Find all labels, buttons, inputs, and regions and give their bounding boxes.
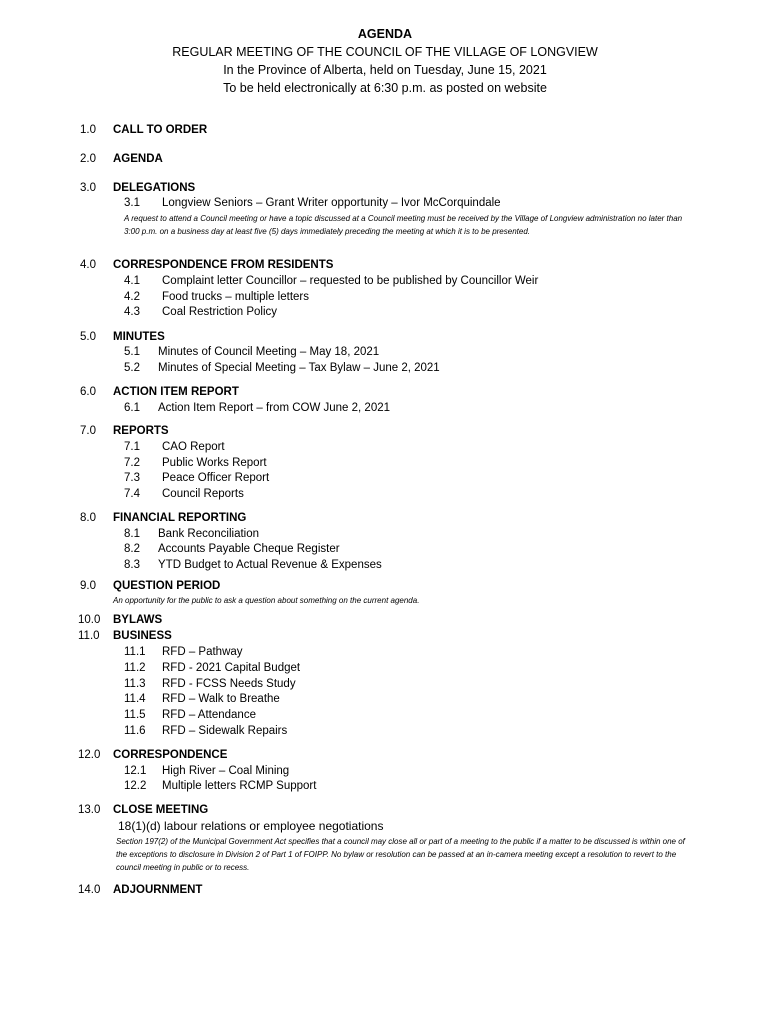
section-number: 14.0 bbox=[78, 884, 101, 896]
section-number: 13.0 bbox=[78, 804, 101, 816]
item-text: RFD – Walk to Breathe bbox=[162, 693, 280, 705]
section-title: QUESTION PERIOD bbox=[113, 580, 221, 592]
item-text: Council Reports bbox=[162, 488, 244, 500]
item-number: 11.5 bbox=[124, 709, 146, 721]
item-number: 12.2 bbox=[124, 780, 147, 792]
meeting-location: To be held electronically at 6:30 p.m. as posted on website bbox=[223, 81, 547, 95]
list-item bbox=[0, 779, 770, 794]
item-text: RFD - 2021 Capital Budget bbox=[162, 662, 301, 674]
section-number: 6.0 bbox=[80, 386, 96, 398]
section-number: 3.0 bbox=[80, 182, 96, 194]
section-title: MINUTES bbox=[113, 331, 165, 343]
list-item bbox=[0, 708, 770, 723]
item-text: RFD - FCSS Needs Study bbox=[162, 678, 296, 690]
item-number: 8.1 bbox=[124, 528, 140, 540]
item-number: 11.1 bbox=[124, 646, 146, 658]
item-number: 3.1 bbox=[124, 197, 140, 209]
list-item bbox=[0, 345, 770, 360]
question-period-note: An opportunity for the public to ask a question about something on the current agenda. bbox=[113, 596, 420, 605]
item-text: RFD – Sidewalk Repairs bbox=[162, 725, 288, 737]
section-number: 10.0 bbox=[78, 614, 101, 626]
item-text: Action Item Report – from COW June 2, 2021 bbox=[158, 402, 391, 414]
section-title: REPORTS bbox=[113, 425, 169, 437]
item-number: 11.6 bbox=[124, 725, 146, 737]
item-number: 4.1 bbox=[124, 275, 140, 287]
delegations-note: A request to attend a Council meeting or have a topic discussed at a Council meeting must be received by the Village of Longview administration no later than 3:00 p.m. on a business day at least five (5) days immediately preceding the meeting at which it is to be presented. bbox=[124, 214, 683, 236]
section-number: 7.0 bbox=[80, 425, 96, 437]
list-item bbox=[0, 361, 770, 376]
list-item bbox=[0, 471, 770, 486]
list-item bbox=[0, 645, 770, 660]
list-item bbox=[0, 527, 770, 542]
item-number: 8.2 bbox=[124, 543, 140, 555]
item-text: YTD Budget to Actual Revenue & Expenses bbox=[158, 559, 382, 571]
item-number: 4.3 bbox=[124, 306, 140, 318]
item-number: 11.4 bbox=[124, 693, 146, 705]
item-text: Coal Restriction Policy bbox=[162, 306, 278, 318]
list-item bbox=[0, 401, 770, 416]
item-text: Food trucks – multiple letters bbox=[162, 291, 310, 303]
item-text: Minutes of Council Meeting – May 18, 2021 bbox=[158, 346, 380, 358]
item-number: 7.2 bbox=[124, 457, 140, 469]
section-number: 12.0 bbox=[78, 749, 101, 761]
item-number: 7.1 bbox=[124, 441, 140, 453]
list-item bbox=[0, 274, 770, 289]
list-item bbox=[0, 677, 770, 692]
section-title: CORRESPONDENCE bbox=[113, 749, 228, 761]
item-text: RFD – Pathway bbox=[162, 646, 243, 658]
item-number: 8.3 bbox=[124, 559, 140, 571]
item-text: Accounts Payable Cheque Register bbox=[158, 543, 340, 555]
item-number: 7.3 bbox=[124, 472, 140, 484]
list-item bbox=[0, 724, 770, 739]
item-text: Bank Reconciliation bbox=[158, 528, 260, 540]
section-title: AGENDA bbox=[113, 153, 163, 165]
item-number: 12.1 bbox=[124, 765, 147, 777]
section-title: CLOSE MEETING bbox=[113, 804, 209, 816]
meeting-name: REGULAR MEETING OF THE COUNCIL OF THE VILLAGE OF LONGVIEW bbox=[172, 45, 598, 59]
item-number: 6.1 bbox=[124, 402, 140, 414]
item-number: 5.1 bbox=[124, 346, 140, 358]
close-meeting-reason: 18(1)(d) labour relations or employee negotiations bbox=[118, 819, 384, 833]
section-title: CALL TO ORDER bbox=[113, 124, 208, 136]
list-item bbox=[0, 305, 770, 320]
close-meeting-note: Section 197(2) of the Municipal Government Act specifies that a council may close all or part of a meeting to the public if a matter to be discussed is within one of the exceptions to disclosure in Division 2 of Part 1 of FOIPP. No bylaw or resolution can be passed at an in-camera meeting except a resolution to revert to the council meeting in public or to recess. bbox=[116, 837, 685, 872]
list-item bbox=[0, 196, 770, 211]
list-item bbox=[0, 764, 770, 779]
section-number: 11.0 bbox=[78, 630, 100, 642]
list-item bbox=[0, 558, 770, 573]
section-number: 2.0 bbox=[80, 153, 96, 165]
section-number: 8.0 bbox=[80, 512, 96, 524]
item-number: 7.4 bbox=[124, 488, 140, 500]
list-item bbox=[0, 487, 770, 502]
section-number: 4.0 bbox=[80, 259, 96, 271]
section-title: BUSINESS bbox=[113, 630, 172, 642]
item-text: Complaint letter Councillor – requested to be published by Councillor Weir bbox=[162, 275, 539, 287]
agenda-title: AGENDA bbox=[357, 27, 413, 41]
item-number: 5.2 bbox=[124, 362, 140, 374]
list-item bbox=[0, 692, 770, 707]
section-title: CORRESPONDENCE FROM RESIDENTS bbox=[113, 259, 334, 271]
list-item bbox=[0, 542, 770, 557]
item-text: CAO Report bbox=[162, 441, 225, 453]
item-text: RFD – Attendance bbox=[162, 709, 256, 721]
section-title: DELEGATIONS bbox=[113, 182, 196, 194]
list-item bbox=[0, 440, 770, 455]
section-number: 9.0 bbox=[80, 580, 96, 592]
item-text: Peace Officer Report bbox=[162, 472, 270, 484]
list-item bbox=[0, 456, 770, 471]
item-text: High River – Coal Mining bbox=[162, 765, 290, 777]
section-title: ADJOURNMENT bbox=[113, 884, 203, 896]
item-text: Public Works Report bbox=[162, 457, 267, 469]
list-item bbox=[0, 290, 770, 305]
section-title: ACTION ITEM REPORT bbox=[113, 386, 239, 398]
item-number: 11.3 bbox=[124, 678, 146, 690]
section-title: FINANCIAL REPORTING bbox=[113, 512, 247, 524]
section-number: 1.0 bbox=[80, 124, 96, 136]
item-text: Minutes of Special Meeting – Tax Bylaw – June 2, 2021 bbox=[158, 362, 440, 374]
item-text: Multiple letters RCMP Support bbox=[162, 780, 317, 792]
item-text: Longview Seniors – Grant Writer opportunity – Ivor McCorquindale bbox=[162, 197, 501, 209]
section-number: 5.0 bbox=[80, 331, 96, 343]
meeting-date: In the Province of Alberta, held on Tuesday, June 15, 2021 bbox=[223, 63, 547, 77]
section-title: BYLAWS bbox=[113, 614, 163, 626]
list-item bbox=[0, 661, 770, 676]
item-number: 11.2 bbox=[124, 662, 146, 674]
item-number: 4.2 bbox=[124, 291, 140, 303]
agenda-header bbox=[0, 25, 770, 97]
